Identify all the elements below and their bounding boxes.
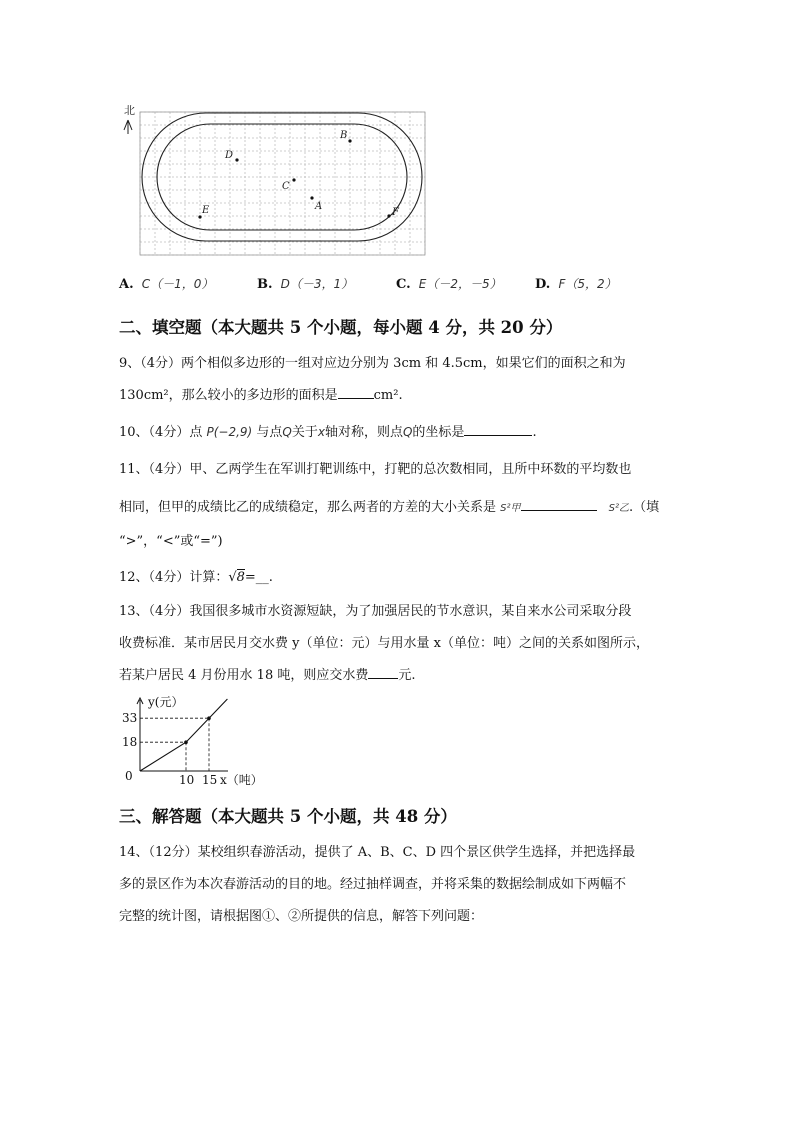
q9-prefix: 130cm²，那么较小的多边形的面积是 [119,388,338,403]
chart-y-tick-label: 33 [122,711,138,726]
q12-prefix: 12、（4分）计算： [119,570,229,585]
q10-point-p: P(−2,9) [206,425,253,439]
point-f [387,207,400,218]
q10-prefix: 10、（4分）点 [119,425,203,440]
chart-origin-label: 0 [125,769,133,783]
track-map-figure [118,100,428,260]
q9-line1: 9、（4分）两个相似多边形的一组对应边分别为 3cm 和 4.5cm，如果它们的面积之和为 [119,356,626,371]
svg-text:E: E [202,205,210,216]
q10-answer-blank [464,423,532,436]
q11-answer-blank [521,498,597,511]
chart-guide-lines [140,718,209,771]
svg-text:D: D [225,150,234,161]
chart-tick-labels [122,711,217,787]
chart-data-point [184,740,188,744]
q10-middle2: 关于 [291,425,318,440]
option-a-letter: A. [119,277,134,292]
option-c-letter: C. [396,277,411,292]
chart-x-label: x（吨） [220,773,263,787]
chart-y-tick-label: 18 [122,735,138,750]
section-2-title: 二、填空题（本大题共 5 个小题，每小题 4 分，共 20 分） [119,318,563,337]
svg-text:B: B [340,130,348,141]
option-b-text: D（－3，1） [280,277,354,291]
q13-line1: 13、（4分）我国很多城市水资源短缺，为了加强居民的节水意识，某自来水公司采取分段 [119,604,632,619]
option-a-text: C（－1，0） [141,277,214,291]
q9-line2 [119,384,403,403]
option-d [535,275,617,292]
q13-answer-blank [368,666,398,679]
point-a [310,196,322,212]
section-3-title: 三、解答题（本大题共 5 个小题，共 48 分） [119,807,457,826]
sqrt-icon: √ [228,570,237,585]
q9-answer-blank [338,386,374,399]
q14-line3: 完整的统计图，请根据图①、②所提供的信息，解答下列问题： [119,909,484,924]
q10-suffix: 的坐标是 [412,425,465,440]
q13-line3 [119,664,415,683]
q10-line [119,421,537,440]
q11-line1: 11、（4分）甲、乙两学生在军训打靶训练中，打靶的总次数相同，且所中环数的平均数也 [119,462,632,477]
option-c [396,275,502,292]
q10-end: . [532,425,537,440]
q10-point-q: Q [282,425,292,439]
option-a [119,275,213,292]
north-label: 北 [124,104,135,117]
q13-line2: 收费标准．某市居民月交水费 y（单位：元）与用水量 x（单位：吨）之间的关系如图所示， [119,636,649,651]
point-e [198,205,210,219]
q11-line2 [119,496,659,515]
option-c-text: E（－2，－5） [418,277,502,291]
q14-line2: 多的景区作为本次春游活动的目的地。经过抽样调查，并将采集的数据绘制成如下两幅不 [119,877,627,892]
point-d [224,150,239,162]
q11-suffix: .（填 [629,500,660,515]
q12-suffix: =__. [244,570,273,585]
option-b-letter: B. [257,277,273,292]
q10-point-q2: Q [402,425,413,439]
q12-line [119,566,273,585]
q11-prefix: 相同，但甲的成绩比乙的成绩稳定，那么两者的方差的大小关系是 [119,500,497,515]
q11-line3: “>”，“<”或“=”) [119,534,223,549]
q10-middle: 与点 [256,425,283,440]
svg-text:C: C [282,181,290,192]
q10-axis: x [317,425,325,439]
option-d-text: F（5，2） [558,277,617,291]
chart-series [140,699,227,771]
north-arrow-icon [124,120,132,134]
option-b [257,275,353,292]
chart-x-tick-label: 15 [202,773,218,787]
q11-variance-jia: S²甲 [500,503,521,514]
chart-data-point [207,716,211,720]
svg-text:F: F [392,207,399,218]
chart-y-label: y(元） [148,695,184,709]
svg-text:A: A [315,201,323,212]
option-d-letter: D. [535,277,551,292]
q10-middle3: 轴对称，则点 [324,425,403,440]
q14-line1: 14、（12分）某校组织春游活动，提供了 A、B、C、D 四个景区供学生选择，并把选择最 [119,845,636,860]
chart-series-line [140,699,227,771]
chart-x-tick-label: 10 [179,773,195,787]
q9-suffix: cm². [373,388,403,403]
q12-radicand: 8 [236,570,245,585]
q13-prefix: 若某户居民 4 月份用水 18 吨，则应交水费 [119,668,369,683]
water-fee-chart [110,690,290,794]
q13-suffix: 元. [398,668,416,683]
q11-variance-yi: S²乙 [608,503,630,514]
